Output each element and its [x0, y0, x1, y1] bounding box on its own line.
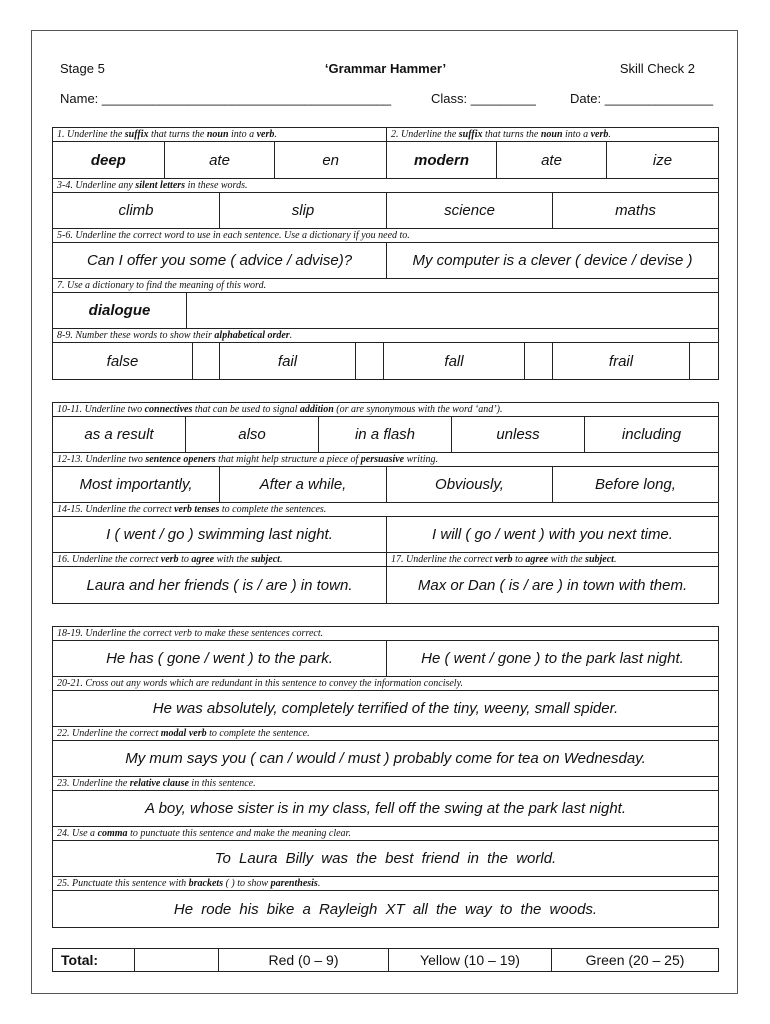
- q2-instruction: 2. Underline the suffix that turns the noun into a verb.: [387, 128, 718, 142]
- q18-instruction: 18-19. Underline the correct verb to make these sentences correct.: [53, 627, 718, 641]
- name-label: Name:: [60, 91, 99, 106]
- q1-instruction: 1. Underline the suffix that turns the noun into a verb.: [53, 128, 386, 142]
- stage-label: Stage 5: [60, 61, 105, 76]
- q12-option[interactable]: After a while,: [220, 467, 387, 502]
- q7-answer-box[interactable]: [187, 293, 718, 328]
- worksheet-page: [31, 30, 738, 994]
- q8-option: frail: [553, 343, 690, 379]
- q22-row: [53, 741, 718, 777]
- q8-option: fail: [220, 343, 356, 379]
- q5-instruction: 5-6. Underline the correct word to use in each sentence. Use a dictionary if you need to.: [53, 229, 718, 243]
- q20-sentence[interactable]: He was absolutely, completely terrified of the tiny, weeny, small spider.: [152, 700, 619, 717]
- q25-instruction: 25. Punctuate this sentence with brackets ( ) to show parenthesis.: [53, 877, 718, 891]
- section-vocabulary: [52, 127, 719, 380]
- q10-instruction: 10-11. Underline two connectives that can be used to signal addition (or are synonymous with the word ‘and’).: [53, 403, 718, 417]
- q17-row: [387, 567, 718, 603]
- q23-row: [53, 791, 718, 827]
- class-field[interactable]: [431, 91, 536, 106]
- band-green: Green (20 – 25): [585, 952, 685, 968]
- q2-option[interactable]: ize: [652, 151, 673, 169]
- q12-option[interactable]: Before long,: [595, 476, 676, 493]
- q3-option[interactable]: slip: [220, 193, 387, 228]
- q3-options: [53, 193, 718, 229]
- q7-instruction: 7. Use a dictionary to find the meaning of this word.: [53, 279, 718, 293]
- section-grammar: [52, 626, 719, 928]
- q1-option[interactable]: ate: [165, 142, 276, 178]
- q12-options: [53, 467, 718, 503]
- q10-option[interactable]: unless: [452, 417, 585, 452]
- q2-options: [387, 142, 718, 178]
- q16-row: [53, 567, 386, 603]
- q25-sentence[interactable]: He rode his bike a Rayleigh XT all the way to the woods.: [173, 900, 598, 918]
- band-red: Red (0 – 9): [219, 949, 389, 971]
- q10-option[interactable]: as a result: [53, 417, 186, 452]
- date-field[interactable]: [570, 91, 713, 106]
- q8-number-box[interactable]: [356, 343, 384, 379]
- q15-sentence[interactable]: I will ( go / went ) with you next time.: [432, 526, 673, 543]
- q18-sentences: [53, 641, 718, 677]
- section-sentences: [52, 402, 719, 604]
- total-score-box[interactable]: [135, 949, 219, 971]
- q3-option[interactable]: maths: [615, 202, 656, 219]
- q8-option: false: [53, 343, 193, 379]
- q20-row: [53, 691, 718, 727]
- q12-option[interactable]: Most importantly,: [53, 467, 220, 502]
- q7-word: dialogue: [53, 293, 187, 328]
- q14-instruction: 14-15. Underline the correct verb tenses to complete the sentences.: [53, 503, 718, 517]
- q8-options: [53, 343, 718, 379]
- q1-option[interactable]: deep: [53, 142, 165, 178]
- total-label: Total:: [53, 949, 135, 971]
- q5-sentences: [53, 243, 718, 279]
- total-row: [52, 948, 719, 972]
- q23-sentence[interactable]: A boy, whose sister is in my class, fell off the swing at the park last night.: [144, 800, 627, 817]
- name-line: ________________________________________: [101, 91, 392, 106]
- q17-instruction: 17. Underline the correct verb to agree with the subject.: [387, 553, 718, 567]
- class-label: Class:: [431, 91, 468, 106]
- q20-instruction: 20-21. Cross out any words which are redundant in this sentence to convey the information concisely.: [53, 677, 718, 691]
- q19-sentence[interactable]: He ( went / gone ) to the park last night.: [421, 650, 684, 667]
- q24-row: [53, 841, 718, 877]
- q3-option[interactable]: science: [387, 193, 553, 228]
- q23-instruction: 23. Underline the relative clause in this sentence.: [53, 777, 718, 791]
- q3-option[interactable]: climb: [53, 193, 220, 228]
- q1-options: [53, 142, 386, 178]
- q12-option[interactable]: Obviously,: [387, 467, 553, 502]
- q24-sentence[interactable]: To Laura Billy was the best friend in the world.: [214, 850, 557, 867]
- q8-number-box[interactable]: [525, 343, 553, 379]
- q10-option[interactable]: including: [621, 426, 682, 443]
- q8-number-box[interactable]: [690, 343, 718, 379]
- q16-instruction: 16. Underline the correct verb to agree with the subject.: [53, 553, 386, 567]
- q14-sentences: [53, 517, 718, 553]
- q12-instruction: 12-13. Underline two sentence openers that might help structure a piece of persuasive writing.: [53, 453, 718, 467]
- q8-instruction: 8-9. Number these words to show their alphabetical order.: [53, 329, 718, 343]
- name-field[interactable]: [60, 91, 391, 106]
- q6-sentence[interactable]: My computer is a clever ( device / devise ): [412, 252, 693, 269]
- q24-instruction: 24. Use a comma to punctuate this sentence and make the meaning clear.: [53, 827, 718, 841]
- q10-option[interactable]: also: [186, 417, 319, 452]
- q10-options: [53, 417, 718, 453]
- q17-sentence[interactable]: Max or Dan ( is / are ) in town with them.: [417, 576, 688, 594]
- q16-sentence[interactable]: Laura and her friends ( is / are ) in town.: [86, 576, 353, 594]
- q25-row: [53, 891, 718, 927]
- q18-sentence[interactable]: He has ( gone / went ) to the park.: [53, 641, 387, 676]
- q22-instruction: 22. Underline the correct modal verb to complete the sentence.: [53, 727, 718, 741]
- worksheet-title: ‘Grammar Hammer’: [324, 61, 447, 76]
- q10-option[interactable]: in a flash: [319, 417, 452, 452]
- class-line: _________: [470, 91, 536, 106]
- date-label: Date:: [570, 91, 602, 106]
- skill-check-label: Skill Check 2: [619, 61, 695, 76]
- q3-instruction: 3-4. Underline any silent letters in these words.: [53, 179, 718, 193]
- q2-option[interactable]: ate: [497, 142, 607, 178]
- q7-row: [53, 293, 718, 329]
- q1-option[interactable]: en: [322, 151, 340, 169]
- q22-sentence[interactable]: My mum says you ( can / would / must ) probably come for tea on Wednesday.: [125, 750, 646, 767]
- date-line: _______________: [604, 91, 714, 106]
- q8-number-box[interactable]: [193, 343, 220, 379]
- q2-option[interactable]: modern: [387, 142, 497, 178]
- q14-sentence[interactable]: I ( went / go ) swimming last night.: [53, 517, 387, 552]
- q5-sentence[interactable]: Can I offer you some ( advice / advise)?: [53, 243, 387, 278]
- band-yellow: Yellow (10 – 19): [389, 949, 552, 971]
- q8-option: fall: [384, 343, 525, 379]
